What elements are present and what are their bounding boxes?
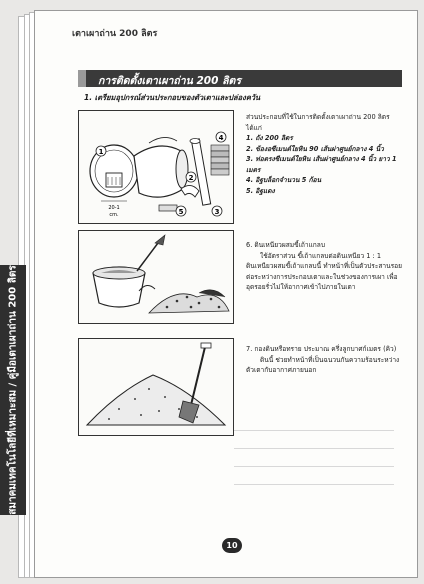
step-1-text xyxy=(246,112,406,196)
label-circle-2 xyxy=(186,172,196,182)
page-number: 10 xyxy=(222,538,242,553)
component-item-2: 2. ข้องอซีเมนต์ใยหิน 90 เส้นผ่าศูนย์กลาง 4 นิ้ว xyxy=(246,144,384,153)
clay-mixing-illustration xyxy=(78,230,234,324)
dimension-width: 20-1 xyxy=(108,205,120,211)
component-label-2: 2 xyxy=(188,174,194,182)
step-7-heading: 7. กองดินหรือทราย ประมาณ ครึ่งลูกบาศก์เมตร (คิว) xyxy=(246,345,397,353)
component-item-1: 1. ถัง 200 ลิตร xyxy=(246,134,293,142)
section-bar-cap xyxy=(78,70,86,87)
component-label-4: 4 xyxy=(218,134,224,142)
component-label-3: 3 xyxy=(214,208,220,216)
soil-pile-illustration xyxy=(78,338,234,436)
show-through-line xyxy=(234,448,394,463)
component-item-4: 4. อิฐบล็อกจำนวน 5 ก้อน xyxy=(246,176,322,184)
step-1-intro: ส่วนประกอบที่ใช้ในการติดตั้งเตาเผาถ่าน 200 ลิตร ได้แก่ xyxy=(246,113,390,132)
components-illustration xyxy=(78,110,234,224)
show-through-line xyxy=(234,466,394,481)
spine-title: สมาคมเทคโนโลยีที่เหมาะสม / คู่มือเตาเผาถ่าน 200 ลิตร xyxy=(7,265,19,515)
step-7-text xyxy=(246,344,404,376)
step-6-heading: 6. ดินเหนียวผสมขี้เถ้าแกลบ xyxy=(246,241,326,249)
step-1-heading: 1. เตรียมอุปกรณ์ส่วนประกอบของตัวเตาและปล่องควัน xyxy=(84,93,261,102)
step-7-description: ดินนี้ ช่วยทำหน้าที่เป็นฉนวนกันความร้อนระหว่าง ตัวเตากับอากาศภายนอก xyxy=(246,355,400,374)
show-through-line xyxy=(234,484,394,499)
component-label-1: 1 xyxy=(98,148,104,156)
section-title-bar xyxy=(84,70,402,87)
dimension-unit: cm. xyxy=(109,212,119,218)
label-circle-1 xyxy=(96,146,106,156)
soil-pile-drawing xyxy=(79,339,233,435)
show-through-line xyxy=(234,430,394,445)
step-6-description: ดินเหนียวผสมขี้เถ้าแกลบนี้ ทำหน้าที่เป็นตัวประสานรอยต่อระหว่างการประกอบเตาและในช่วงของการเผา เพื่ออุดรอยรั่วไม่ให้อากาศเข้าไปภายในเตา xyxy=(246,262,402,291)
section-title: การติดตั้งเตาเผาถ่าน 200 ลิตร xyxy=(98,75,241,87)
component-item-5: 5. อิฐแดง xyxy=(246,186,275,195)
components-drawing xyxy=(79,111,233,223)
component-label-5: 5 xyxy=(178,208,184,216)
page-header: เตาเผาถ่าน 200 ลิตร xyxy=(72,29,158,39)
step-6-ratio: ใช้อัตราส่วน ขี้เถ้าแกลบต่อดินเหนียว 1 : 1 xyxy=(260,251,382,260)
clay-mixing-drawing xyxy=(79,231,233,323)
label-circle-3 xyxy=(212,206,222,216)
component-item-3: 3. ท่อตรงซีเมนต์ใยหิน เส้นผ่าศูนย์กลาง 4 นิ้ว ยาว 1 เมตร xyxy=(246,155,397,174)
label-circle-5 xyxy=(176,206,186,216)
label-circle-4 xyxy=(216,132,226,142)
step-6-text xyxy=(246,240,404,293)
